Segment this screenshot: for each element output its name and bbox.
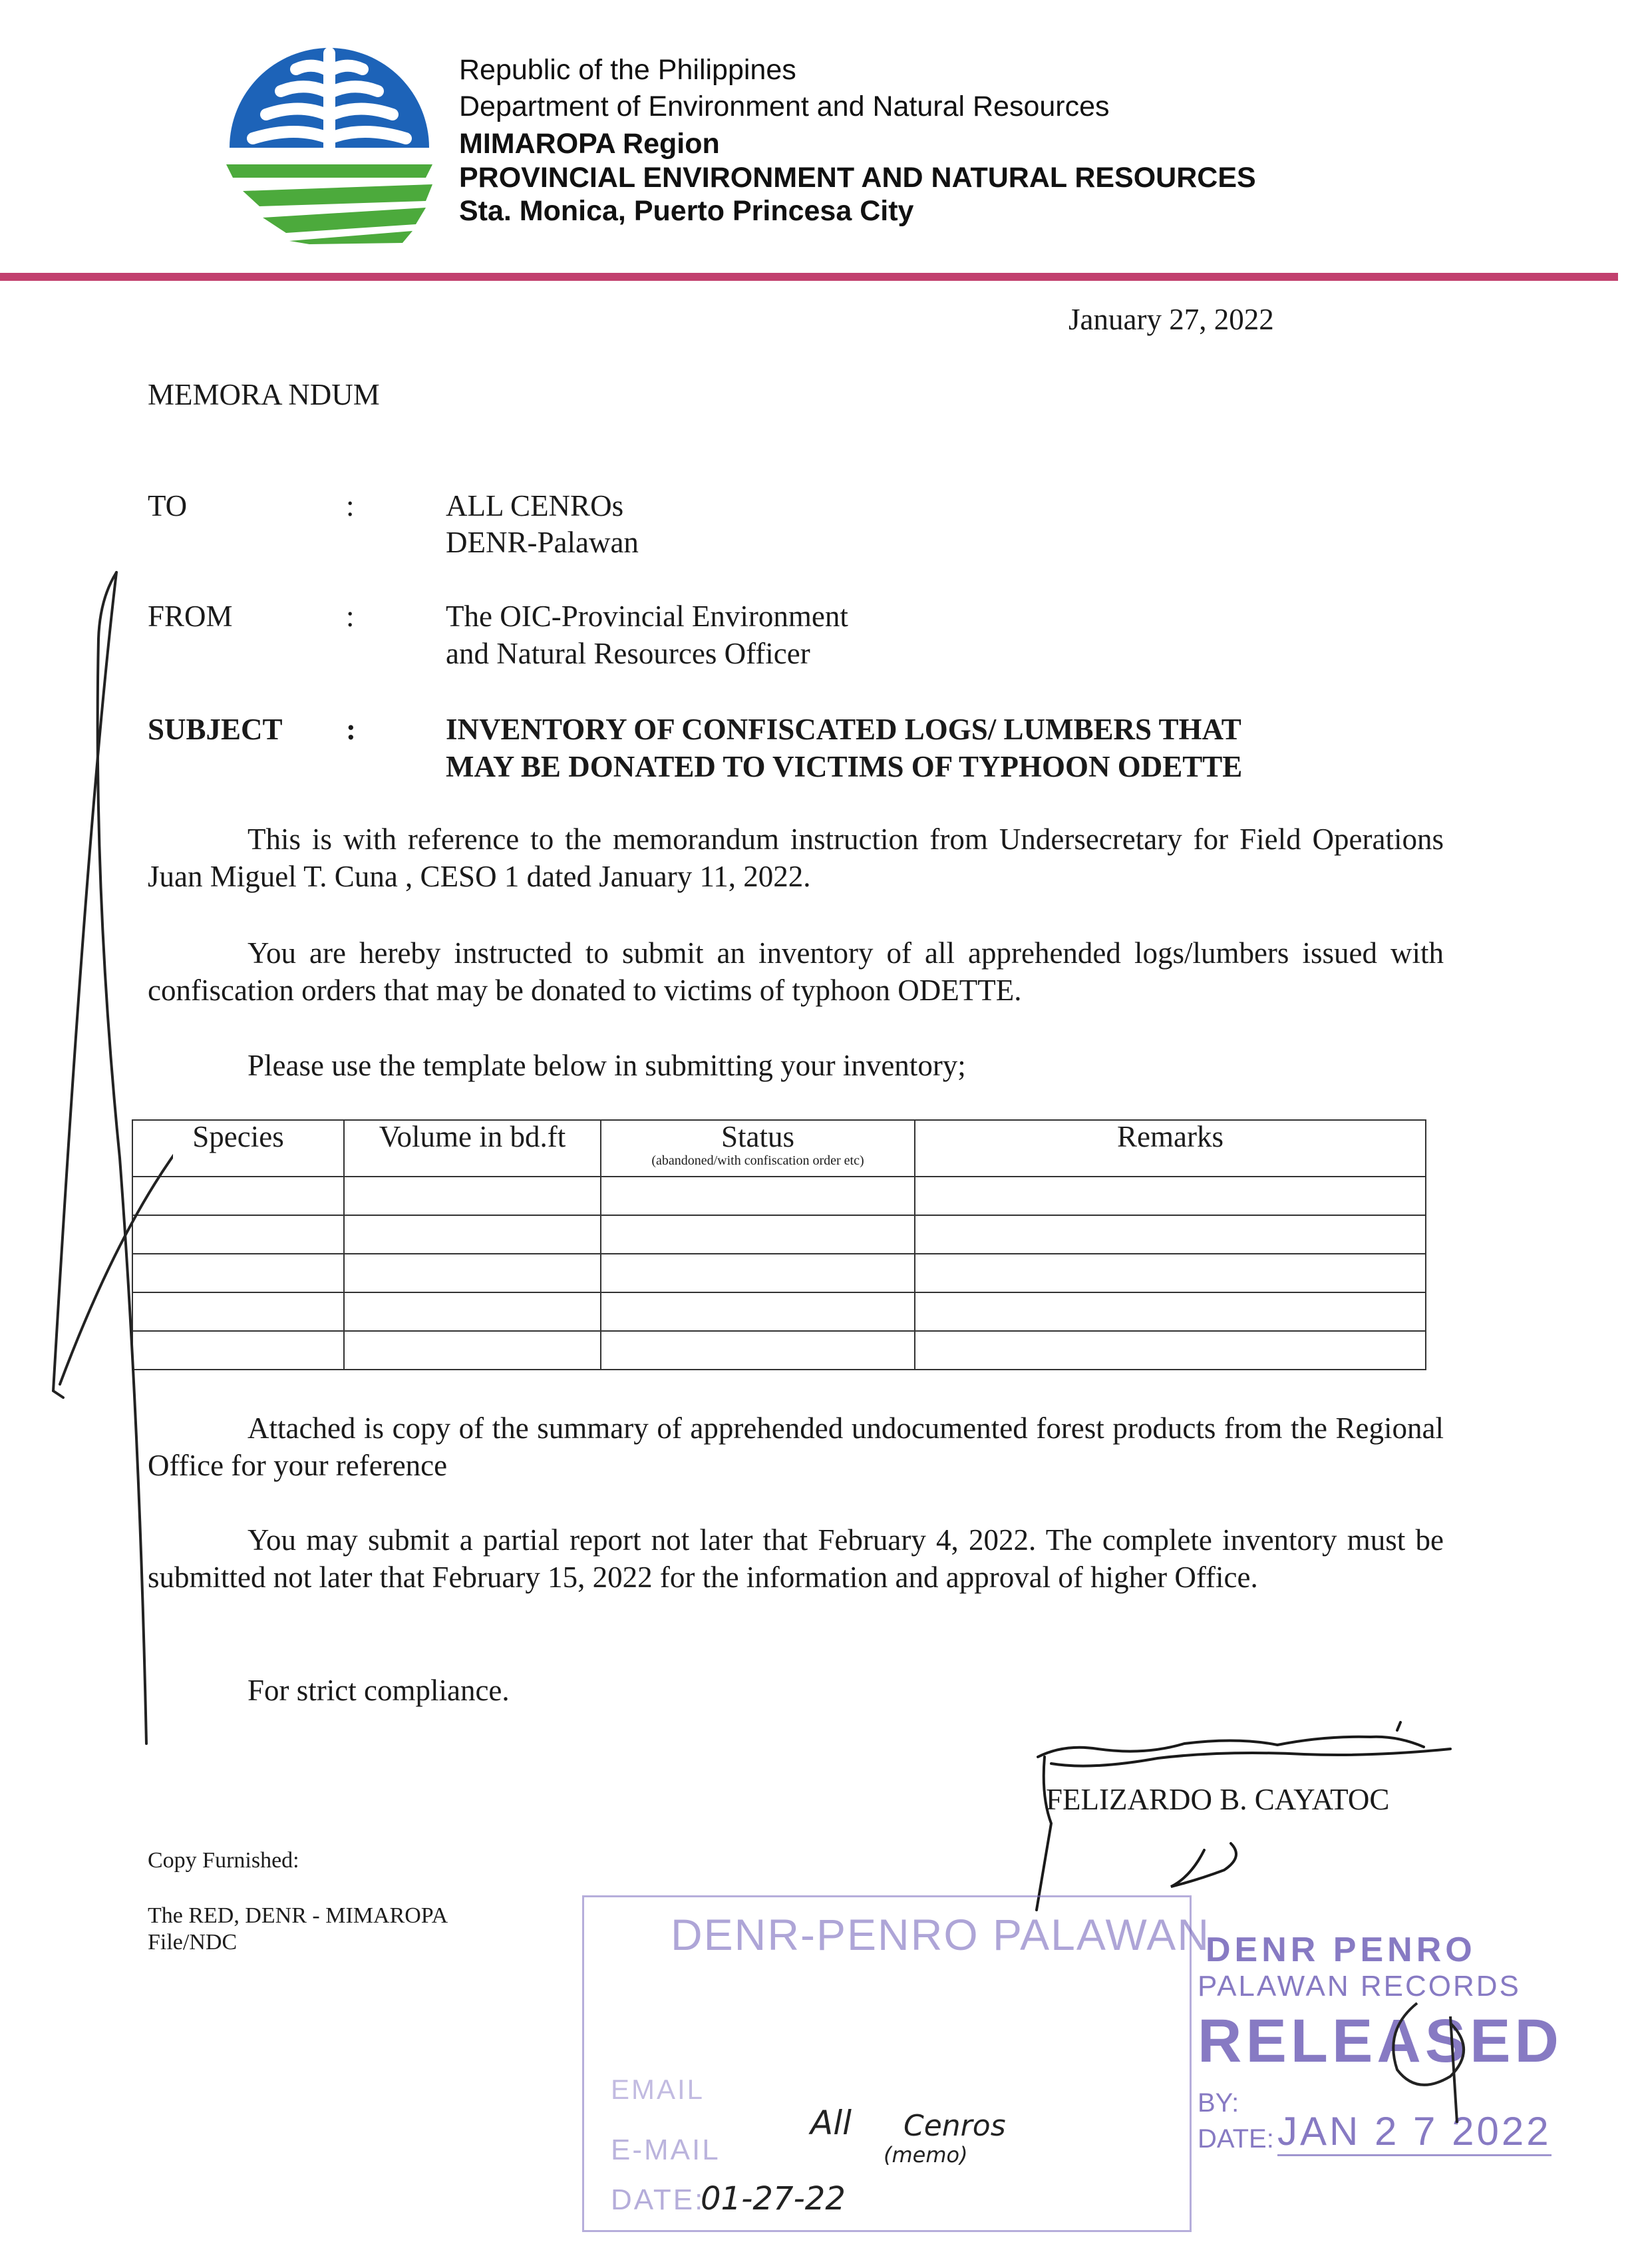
copy-furnished-line1: The RED, DENR - MIMAROPA	[148, 1903, 448, 1928]
released-stamp-line2: PALAWAN RECORDS	[1198, 1970, 1521, 2002]
paragraph-template-note: Please use the template below in submitting your inventory;	[247, 1049, 966, 1082]
handwritten-note-all: All	[810, 2104, 852, 2142]
table-row	[132, 1177, 1426, 1215]
table-row	[132, 1254, 1426, 1292]
received-stamp-title: DENR-PENRO PALAWAN	[671, 1910, 1210, 1959]
released-stamp-date-label: DATE:	[1198, 2124, 1274, 2154]
received-stamp-email2-label: E-MAIL	[611, 2134, 721, 2166]
copy-furnished-label: Copy Furnished:	[148, 1848, 299, 1873]
letterhead-divider	[0, 273, 1618, 281]
memo-title: MEMORA NDUM	[148, 378, 380, 411]
from-label: FROM	[148, 600, 233, 633]
table-row	[132, 1331, 1426, 1370]
inventory-template-table	[132, 1119, 1426, 1370]
subject-line2: MAY BE DONATED TO VICTIMS OF TYPHOON ODETTE	[446, 750, 1243, 783]
paragraph-deadline: You may submit a partial report not later that February 4, 2022. The complete inventory must be submitted not later that February 15, 2022 for the information and approval of higher Office.	[148, 1523, 1444, 1594]
from-sender-line2: and Natural Resources Officer	[446, 637, 810, 670]
to-colon: :	[346, 489, 355, 522]
handwritten-note-memo: (memo)	[884, 2142, 968, 2168]
to-label: TO	[148, 489, 188, 522]
table-row	[132, 1215, 1426, 1254]
header-status-subtitle: (abandoned/with confiscation order etc)	[651, 1153, 864, 1168]
subject-line1: INVENTORY OF CONFISCATED LOGS/ LUMBERS THAT	[446, 713, 1241, 746]
paragraph-attachment: Attached is copy of the summary of apprehended undocumented forest products from the Regional Office for your reference	[148, 1412, 1444, 1482]
released-stamp-by-label: BY:	[1198, 2088, 1239, 2118]
table-header-row	[132, 1120, 1426, 1177]
header-volume: Volume in bd.ft	[344, 1120, 601, 1177]
subject-label: SUBJECT	[148, 713, 283, 746]
signatory-name: FELIZARDO B. CAYATOC	[1046, 1783, 1390, 1816]
released-stamp	[1198, 1930, 1570, 2170]
margin-pen-stroke	[40, 559, 173, 1770]
released-stamp-date-value: JAN 2 7 2022	[1277, 2108, 1552, 2156]
table-row	[132, 1292, 1426, 1331]
letterhead-line-address: Sta. Monica, Puerto Princesa City	[459, 195, 914, 227]
denr-tree-logo-icon	[226, 41, 432, 244]
received-stamp-handwritten-date: 01-27-22	[701, 2180, 846, 2217]
from-sender-line1: The OIC-Provincial Environment	[446, 600, 848, 633]
letterhead-line-department: Department of Environment and Natural Resources	[459, 91, 1110, 122]
paragraph-compliance: For strict compliance.	[247, 1674, 510, 1707]
received-stamp-email-label: EMAIL	[611, 2074, 705, 2105]
copy-furnished-line2: File/NDC	[148, 1930, 238, 1955]
header-status: Status (abandoned/with confiscation order etc)	[601, 1120, 915, 1177]
header-species: Species	[132, 1120, 344, 1177]
released-stamp-pen-mark	[1377, 1990, 1510, 2123]
paragraph-reference: This is with reference to the memorandum instruction from Undersecretary for Field Operations Juan Miguel T. Cuna , CESO 1 dated January 11, 2022.	[148, 823, 1444, 893]
letterhead-line-region: MIMAROPA Region	[459, 128, 720, 160]
letterhead-line-republic: Republic of the Philippines	[459, 54, 796, 86]
released-stamp-line3: RELEASED	[1198, 2007, 1563, 2075]
header-remarks: Remarks	[915, 1120, 1426, 1177]
paragraph-instruction: You are hereby instructed to submit an inventory of all apprehended logs/lumbers issued with confiscation orders that may be donated to victims of typhoon ODETTE.	[148, 936, 1444, 1007]
from-colon: :	[346, 600, 355, 633]
received-stamp-date-label: DATE:	[611, 2183, 705, 2216]
released-stamp-line1: DENR PENRO	[1206, 1931, 1476, 1969]
memo-date: January 27, 2022	[1068, 303, 1274, 336]
to-recipient-line2: DENR-Palawan	[446, 526, 639, 559]
to-recipient-line1: ALL CENROs	[446, 489, 624, 522]
received-stamp	[582, 1895, 1210, 2232]
subject-colon: :	[346, 713, 356, 746]
handwritten-note-cenros: Cenros	[903, 2109, 1006, 2143]
letterhead-line-office: PROVINCIAL ENVIRONMENT AND NATURAL RESOURCES	[459, 162, 1256, 194]
